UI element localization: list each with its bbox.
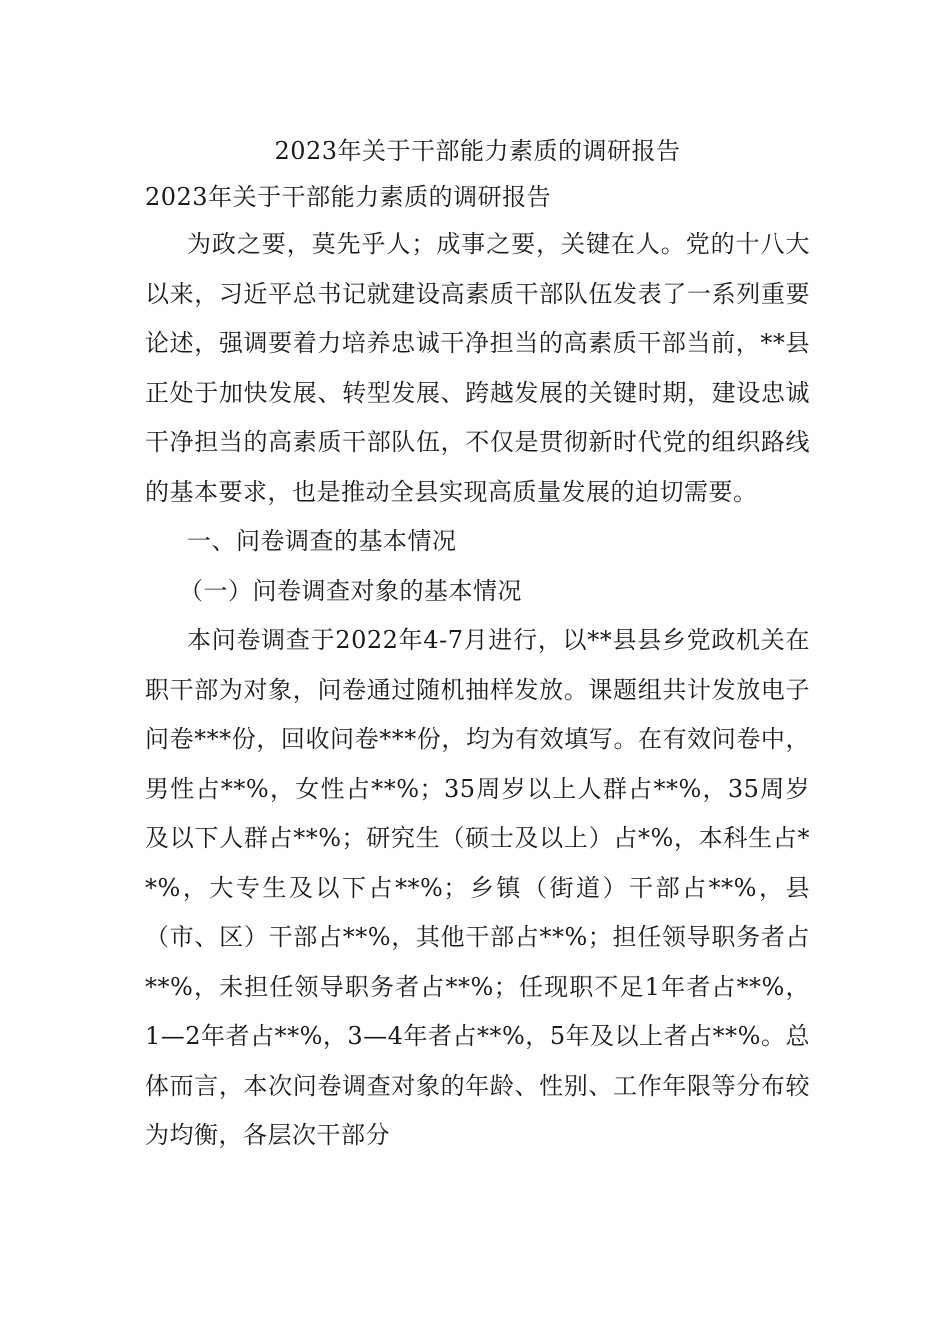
subsection-heading: （一）问卷调查对象的基本情况 <box>179 576 522 605</box>
document-title: 2023年关于干部能力素质的调研报告 <box>274 137 681 165</box>
survey-paragraph: 本问卷调查于2022年4-7月进行，以**县县乡党政机关在职干部为对象，问卷通过随机抽样发放。课题组共计发放电子问卷***份，回收问卷***份，均为有效填写。在有效问卷中，男性占**%，女性占**%；35周岁以上人群占**%，35周岁及以下人群占**%；研究生（硕士及以上）占*%，本科生占**%，大专生及以下占**%；乡镇（街道）干部占**%，县（市、区）干部占**%，其他干部占**%；担任领导职务者占**%，未担任领导职务者占**%；任现职不足1年者占**%，1—2年者占**%，3—4年者占**%，5年及以上者占**%。总体而言，本次问卷调查对象的年龄、性别、工作年限等分布较为均衡，各层次干部分 <box>145 626 810 1149</box>
document-subtitle: 2023年关于干部能力素质的调研报告 <box>145 183 552 211</box>
section-heading: 一、问卷调查的基本情况 <box>187 527 457 555</box>
document-body <box>145 128 810 1161</box>
intro-paragraph: 为政之要，莫先乎人；成事之要，关键在人。党的十八大以来，习近平总书记就建设高素质干部队伍发表了一系列重要论述，强调要着力培养忠诚干净担当的高素质干部当前，**县正处于加快发展、转型发展、跨越发展的关键时期，建设忠诚干净担当的高素质干部队伍，不仅是贯彻新时代党的组织路线的基本要求，也是推动全县实现高质量发展的迫切需要。 <box>145 230 810 506</box>
